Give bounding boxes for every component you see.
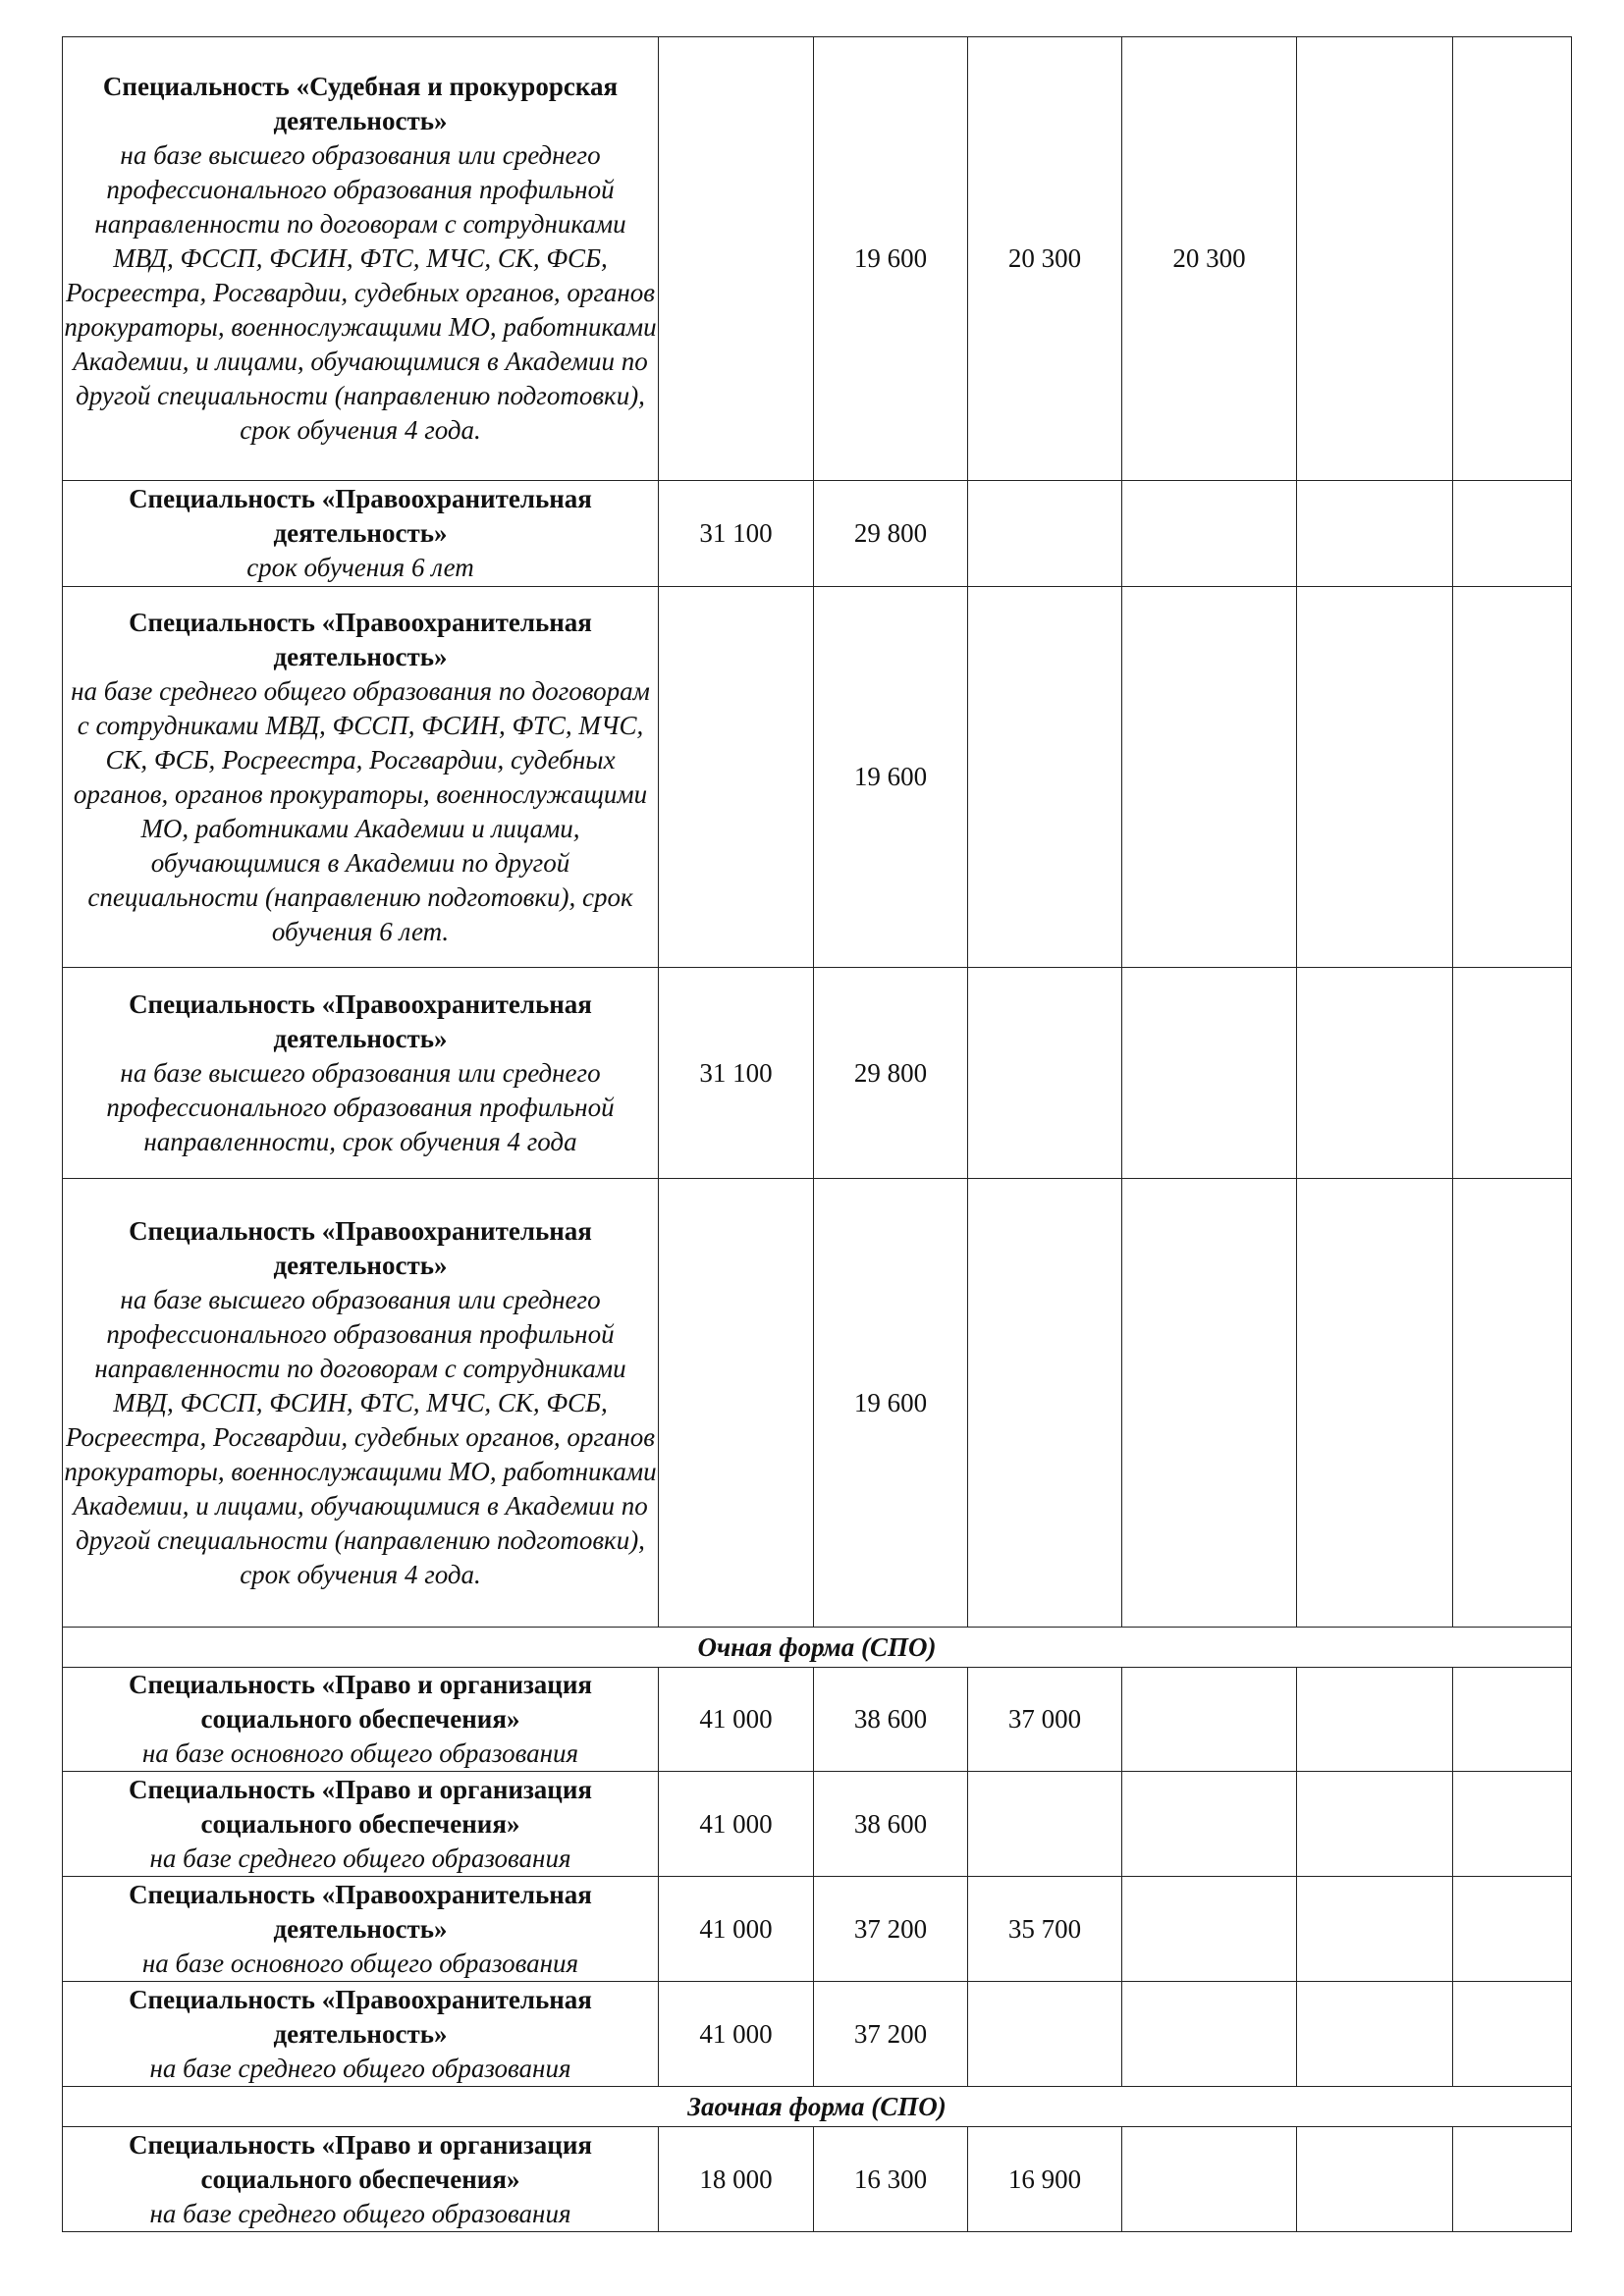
fee-cell xyxy=(1297,1772,1453,1877)
fee-cell: 37 000 xyxy=(968,1668,1122,1772)
fee-cell: 41 000 xyxy=(659,1772,814,1877)
fee-cell: 35 700 xyxy=(968,1877,1122,1982)
fee-cell xyxy=(1297,1877,1453,1982)
section-heading: Очная форма (СПО) xyxy=(63,1628,1572,1668)
fee-cell xyxy=(968,1179,1122,1628)
fee-cell xyxy=(659,587,814,968)
fee-cell: 19 600 xyxy=(814,37,968,481)
program-title: Специальность «Судебная и прокурорская деятельность» xyxy=(102,72,619,135)
fee-cell: 29 800 xyxy=(814,968,968,1179)
section-heading: Заочная форма (СПО) xyxy=(63,2087,1572,2127)
fee-cell xyxy=(968,1772,1122,1877)
fee-cell xyxy=(968,481,1122,587)
table-row xyxy=(63,587,1572,968)
fee-cell xyxy=(1122,968,1297,1179)
table-row xyxy=(63,37,1572,481)
program-subtitle: на базе основного общего образования xyxy=(141,1948,579,1978)
program-title: Специальность «Право и организация социального обеспечения» xyxy=(128,1670,593,1734)
fee-cell: 37 200 xyxy=(814,1982,968,2087)
table-row xyxy=(63,1179,1572,1628)
fee-cell xyxy=(1122,481,1297,587)
fee-cell xyxy=(1122,1982,1297,2087)
program-cell xyxy=(63,587,659,968)
fee-cell xyxy=(1297,481,1453,587)
fee-cell xyxy=(1297,1982,1453,2087)
table-row xyxy=(63,1982,1572,2087)
program-cell xyxy=(63,968,659,1179)
table-row xyxy=(63,968,1572,1179)
program-cell xyxy=(63,1179,659,1628)
fee-cell xyxy=(1453,1877,1572,1982)
fee-cell xyxy=(968,1982,1122,2087)
program-subtitle: на базе среднего общего образования xyxy=(149,2198,571,2228)
fee-cell xyxy=(1297,968,1453,1179)
section-row xyxy=(63,1628,1572,1668)
fee-cell xyxy=(1122,2127,1297,2232)
fee-cell: 18 000 xyxy=(659,2127,814,2232)
table-row xyxy=(63,481,1572,587)
program-title: Специальность «Право и организация социального обеспечения» xyxy=(128,2129,593,2194)
fee-cell xyxy=(1297,587,1453,968)
program-cell xyxy=(63,1668,659,1772)
fee-cell: 37 200 xyxy=(814,1877,968,1982)
fee-cell xyxy=(1297,1179,1453,1628)
fee-cell xyxy=(1453,1179,1572,1628)
fee-cell xyxy=(659,1179,814,1628)
fee-cell xyxy=(1453,2127,1572,2232)
fee-cell: 38 600 xyxy=(814,1668,968,1772)
program-title: Специальность «Правоохранительная деятельность» xyxy=(129,1984,592,2049)
fee-cell: 20 300 xyxy=(1122,37,1297,481)
fee-cell xyxy=(1297,2127,1453,2232)
fee-cell xyxy=(1453,1668,1572,1772)
program-title: Специальность «Право и организация социального обеспечения» xyxy=(128,1774,593,1839)
program-subtitle: срок обучения 6 лет xyxy=(246,553,474,582)
tuition-fee-table xyxy=(62,36,1572,2232)
fee-cell: 41 000 xyxy=(659,1877,814,1982)
table-row xyxy=(63,1877,1572,1982)
program-subtitle: на базе среднего общего образования по договорам с сотрудниками МВД, ФССП, ФСИН, ФТС, МЧС, СК, ФСБ, Росреестра, Росгвардии, судебных органов, органов прокураторы, военнослужащими МО, работниками Академии и лицами, обучающимися в Академии по другой специальности (направлению подготовки), срок обучения 6 лет. xyxy=(71,675,650,946)
fee-cell xyxy=(1453,1982,1572,2087)
table-row xyxy=(63,1772,1572,1877)
fee-cell: 38 600 xyxy=(814,1772,968,1877)
fee-cell xyxy=(1122,1772,1297,1877)
program-cell xyxy=(63,481,659,587)
fee-cell xyxy=(1453,968,1572,1179)
fee-cell xyxy=(968,587,1122,968)
fee-cell: 16 300 xyxy=(814,2127,968,2232)
fee-cell xyxy=(1453,587,1572,968)
program-cell xyxy=(63,1877,659,1982)
fee-cell: 31 100 xyxy=(659,481,814,587)
fee-cell xyxy=(1122,1179,1297,1628)
fee-cell xyxy=(1453,481,1572,587)
program-subtitle: на базе основного общего образования xyxy=(141,1738,579,1768)
program-title: Специальность «Правоохранительная деятельность» xyxy=(129,607,592,671)
fee-cell xyxy=(1297,37,1453,481)
fee-cell xyxy=(968,968,1122,1179)
program-subtitle: на базе высшего образования или среднего профессионального образования профильной направленности по договорам с сотрудниками МВД, ФССП, ФСИН, ФТС, МЧС, СК, ФСБ, Росреестра, Росгвардии, судебных органов, органов прокураторы, военнослужащими МО, работниками Академии, и лицами, обучающимися в Академии по другой специальности (направлению подготовки), срок обучения 4 года. xyxy=(64,140,657,445)
fee-cell xyxy=(659,37,814,481)
program-title: Специальность «Правоохранительная деятельность» xyxy=(129,1879,592,1944)
fee-cell: 41 000 xyxy=(659,1668,814,1772)
fee-cell: 16 900 xyxy=(968,2127,1122,2232)
fee-cell: 41 000 xyxy=(659,1982,814,2087)
table-row xyxy=(63,1668,1572,1772)
program-title: Специальность «Правоохранительная деятельность» xyxy=(129,484,592,548)
program-subtitle: на базе высшего образования или среднего профессионального образования профильной направленности по договорам с сотрудниками МВД, ФССП, ФСИН, ФТС, МЧС, СК, ФСБ, Росреестра, Росгвардии, судебных органов, органов прокураторы, военнослужащими МО, работниками Академии, и лицами, обучающимися в Академии по другой специальности (направлению подготовки), срок обучения 4 года. xyxy=(64,1284,657,1589)
fee-cell xyxy=(1453,1772,1572,1877)
program-title: Специальность «Правоохранительная деятельность» xyxy=(129,1215,592,1280)
fee-cell: 29 800 xyxy=(814,481,968,587)
section-row xyxy=(63,2087,1572,2127)
fee-cell xyxy=(1453,37,1572,481)
fee-cell: 31 100 xyxy=(659,968,814,1179)
program-cell xyxy=(63,1772,659,1877)
fee-cell xyxy=(1122,587,1297,968)
fee-cell: 19 600 xyxy=(814,587,968,968)
fee-cell xyxy=(1122,1877,1297,1982)
program-cell xyxy=(63,2127,659,2232)
fee-cell: 19 600 xyxy=(814,1179,968,1628)
fee-cell xyxy=(1122,1668,1297,1772)
fee-cell xyxy=(1297,1668,1453,1772)
program-title: Специальность «Правоохранительная деятельность» xyxy=(129,988,592,1053)
table-row xyxy=(63,2127,1572,2232)
fee-cell: 20 300 xyxy=(968,37,1122,481)
program-subtitle: на базе высшего образования или среднего профессионального образования профильной направленности, срок обучения 4 года xyxy=(106,1057,615,1156)
program-cell xyxy=(63,1982,659,2087)
program-subtitle: на базе среднего общего образования xyxy=(149,1842,571,1873)
program-subtitle: на базе среднего общего образования xyxy=(149,2053,571,2083)
program-cell xyxy=(63,37,659,481)
